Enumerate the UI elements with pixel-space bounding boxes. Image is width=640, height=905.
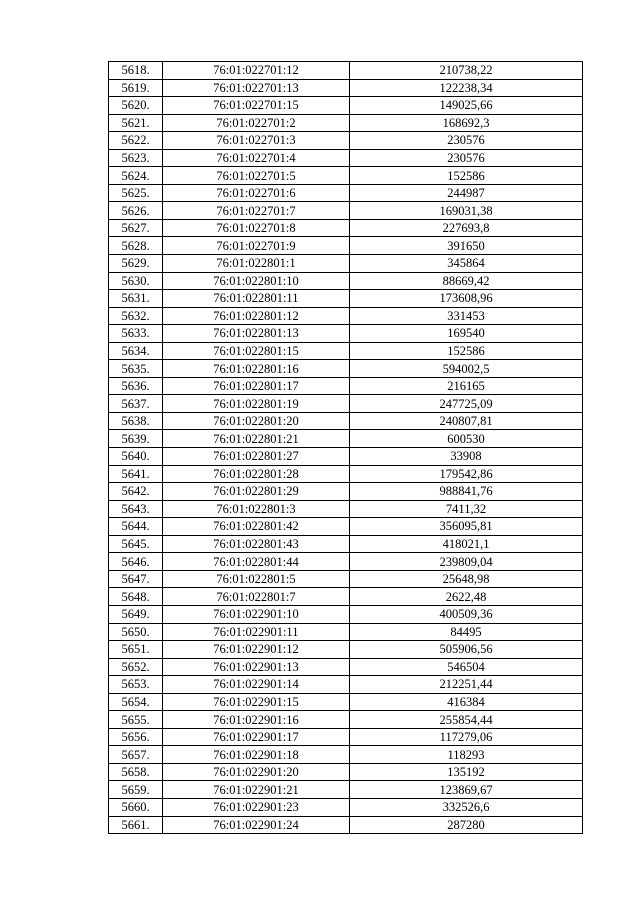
value-cell: 179542,86 (350, 465, 583, 483)
cadastral-number-cell: 76:01:022701:7 (163, 202, 350, 220)
row-number-cell: 5618. (109, 62, 163, 80)
cadastral-number-cell: 76:01:022701:13 (163, 79, 350, 97)
value-cell: 2622,48 (350, 588, 583, 606)
table-row (109, 149, 583, 167)
value-cell: 332526,6 (350, 798, 583, 816)
cadastral-number-cell: 76:01:022801:43 (163, 535, 350, 553)
row-number-cell: 5634. (109, 342, 163, 360)
cadastral-number-cell: 76:01:022801:13 (163, 325, 350, 343)
row-number-cell: 5632. (109, 307, 163, 325)
cadastral-number-cell: 76:01:022901:24 (163, 816, 350, 834)
cadastral-number-cell: 76:01:022801:12 (163, 307, 350, 325)
table-row (109, 237, 583, 255)
row-number-cell: 5641. (109, 465, 163, 483)
row-number-cell: 5660. (109, 798, 163, 816)
row-number-cell: 5625. (109, 184, 163, 202)
table-row (109, 395, 583, 413)
table-row (109, 711, 583, 729)
cadastral-number-cell: 76:01:022801:11 (163, 290, 350, 308)
table-row (109, 114, 583, 132)
row-number-cell: 5646. (109, 553, 163, 571)
value-cell: 152586 (350, 342, 583, 360)
value-cell: 400509,36 (350, 605, 583, 623)
table-row (109, 62, 583, 80)
row-number-cell: 5653. (109, 676, 163, 694)
value-cell: 169031,38 (350, 202, 583, 220)
row-number-cell: 5647. (109, 570, 163, 588)
row-number-cell: 5654. (109, 693, 163, 711)
row-number-cell: 5649. (109, 605, 163, 623)
cadastral-number-cell: 76:01:022801:1 (163, 255, 350, 273)
row-number-cell: 5661. (109, 816, 163, 834)
table-row (109, 219, 583, 237)
value-cell: 123869,67 (350, 781, 583, 799)
row-number-cell: 5627. (109, 219, 163, 237)
cadastral-number-cell: 76:01:022901:12 (163, 641, 350, 659)
row-number-cell: 5622. (109, 132, 163, 150)
cadastral-number-cell: 76:01:022701:3 (163, 132, 350, 150)
row-number-cell: 5624. (109, 167, 163, 185)
table-row (109, 641, 583, 659)
table-row (109, 693, 583, 711)
value-cell: 122238,34 (350, 79, 583, 97)
value-cell: 594002,5 (350, 360, 583, 378)
value-cell: 988841,76 (350, 483, 583, 501)
cadastral-number-cell: 76:01:022801:5 (163, 570, 350, 588)
cadastral-number-cell: 76:01:022901:18 (163, 746, 350, 764)
row-number-cell: 5639. (109, 430, 163, 448)
value-cell: 25648,98 (350, 570, 583, 588)
value-cell: 239809,04 (350, 553, 583, 571)
value-cell: 169540 (350, 325, 583, 343)
row-number-cell: 5656. (109, 728, 163, 746)
row-number-cell: 5652. (109, 658, 163, 676)
table-row (109, 202, 583, 220)
value-cell: 117279,06 (350, 728, 583, 746)
table-row (109, 728, 583, 746)
table-row (109, 290, 583, 308)
row-number-cell: 5630. (109, 272, 163, 290)
value-cell: 230576 (350, 132, 583, 150)
row-number-cell: 5640. (109, 448, 163, 466)
value-cell: 210738,22 (350, 62, 583, 80)
table-row (109, 623, 583, 641)
row-number-cell: 5642. (109, 483, 163, 501)
table-row (109, 798, 583, 816)
value-cell: 33908 (350, 448, 583, 466)
cadastral-number-cell: 76:01:022801:19 (163, 395, 350, 413)
cadastral-number-cell: 76:01:022701:4 (163, 149, 350, 167)
row-number-cell: 5637. (109, 395, 163, 413)
row-number-cell: 5659. (109, 781, 163, 799)
row-number-cell: 5623. (109, 149, 163, 167)
value-cell: 505906,56 (350, 641, 583, 659)
table-row (109, 553, 583, 571)
cadastral-number-cell: 76:01:022901:10 (163, 605, 350, 623)
cadastral-number-cell: 76:01:022801:42 (163, 518, 350, 536)
row-number-cell: 5619. (109, 79, 163, 97)
cadastral-number-cell: 76:01:022701:8 (163, 219, 350, 237)
cadastral-number-cell: 76:01:022901:21 (163, 781, 350, 799)
value-cell: 600530 (350, 430, 583, 448)
table-row (109, 307, 583, 325)
cadastral-number-cell: 76:01:022801:17 (163, 377, 350, 395)
cadastral-number-cell: 76:01:022901:11 (163, 623, 350, 641)
cadastral-number-cell: 76:01:022701:15 (163, 97, 350, 115)
cadastral-number-cell: 76:01:022901:13 (163, 658, 350, 676)
cadastral-number-cell: 76:01:022801:15 (163, 342, 350, 360)
row-number-cell: 5636. (109, 377, 163, 395)
row-number-cell: 5635. (109, 360, 163, 378)
row-number-cell: 5655. (109, 711, 163, 729)
row-number-cell: 5648. (109, 588, 163, 606)
cadastral-number-cell: 76:01:022801:29 (163, 483, 350, 501)
value-cell: 287280 (350, 816, 583, 834)
row-number-cell: 5657. (109, 746, 163, 764)
cadastral-value-table (108, 61, 583, 834)
row-number-cell: 5644. (109, 518, 163, 536)
cadastral-number-cell: 76:01:022901:16 (163, 711, 350, 729)
cadastral-number-cell: 76:01:022801:27 (163, 448, 350, 466)
table-row (109, 377, 583, 395)
row-number-cell: 5650. (109, 623, 163, 641)
table-row (109, 342, 583, 360)
table-row (109, 676, 583, 694)
table-row (109, 763, 583, 781)
table-row (109, 448, 583, 466)
value-cell: 88669,42 (350, 272, 583, 290)
cadastral-number-cell: 76:01:022901:23 (163, 798, 350, 816)
table-row (109, 325, 583, 343)
row-number-cell: 5620. (109, 97, 163, 115)
value-cell: 240807,81 (350, 412, 583, 430)
table-row (109, 500, 583, 518)
cadastral-number-cell: 76:01:022801:7 (163, 588, 350, 606)
row-number-cell: 5651. (109, 641, 163, 659)
table-row (109, 132, 583, 150)
table-row (109, 781, 583, 799)
cadastral-number-cell: 76:01:022901:20 (163, 763, 350, 781)
row-number-cell: 5626. (109, 202, 163, 220)
cadastral-number-cell: 76:01:022901:15 (163, 693, 350, 711)
table-row (109, 816, 583, 834)
value-cell: 84495 (350, 623, 583, 641)
table-row (109, 360, 583, 378)
cadastral-number-cell: 76:01:022801:21 (163, 430, 350, 448)
value-cell: 173608,96 (350, 290, 583, 308)
value-cell: 168692,3 (350, 114, 583, 132)
row-number-cell: 5631. (109, 290, 163, 308)
cadastral-number-cell: 76:01:022701:5 (163, 167, 350, 185)
value-cell: 149025,66 (350, 97, 583, 115)
table-row (109, 255, 583, 273)
value-cell: 118293 (350, 746, 583, 764)
table-row (109, 97, 583, 115)
row-number-cell: 5645. (109, 535, 163, 553)
row-number-cell: 5628. (109, 237, 163, 255)
cadastral-number-cell: 76:01:022701:9 (163, 237, 350, 255)
cadastral-number-cell: 76:01:022901:14 (163, 676, 350, 694)
cadastral-number-cell: 76:01:022801:28 (163, 465, 350, 483)
table-row (109, 465, 583, 483)
value-cell: 247725,09 (350, 395, 583, 413)
cadastral-number-cell: 76:01:022801:10 (163, 272, 350, 290)
value-cell: 212251,44 (350, 676, 583, 694)
table-row (109, 588, 583, 606)
row-number-cell: 5629. (109, 255, 163, 273)
cadastral-number-cell: 76:01:022701:12 (163, 62, 350, 80)
table-row (109, 483, 583, 501)
value-cell: 135192 (350, 763, 583, 781)
row-number-cell: 5638. (109, 412, 163, 430)
table-row (109, 412, 583, 430)
value-cell: 216165 (350, 377, 583, 395)
table-body (109, 62, 583, 834)
value-cell: 546504 (350, 658, 583, 676)
table-row (109, 605, 583, 623)
table-row (109, 272, 583, 290)
table-row (109, 167, 583, 185)
value-cell: 356095,81 (350, 518, 583, 536)
cadastral-number-cell: 76:01:022801:44 (163, 553, 350, 571)
value-cell: 418021,1 (350, 535, 583, 553)
cadastral-number-cell: 76:01:022701:2 (163, 114, 350, 132)
value-cell: 227693,8 (350, 219, 583, 237)
table-row (109, 518, 583, 536)
value-cell: 230576 (350, 149, 583, 167)
value-cell: 255854,44 (350, 711, 583, 729)
table-row (109, 535, 583, 553)
row-number-cell: 5643. (109, 500, 163, 518)
cadastral-number-cell: 76:01:022801:3 (163, 500, 350, 518)
row-number-cell: 5621. (109, 114, 163, 132)
cadastral-number-cell: 76:01:022801:20 (163, 412, 350, 430)
table-row (109, 570, 583, 588)
table-row (109, 184, 583, 202)
value-cell: 391650 (350, 237, 583, 255)
table-row (109, 746, 583, 764)
value-cell: 345864 (350, 255, 583, 273)
cadastral-number-cell: 76:01:022801:16 (163, 360, 350, 378)
table-row (109, 430, 583, 448)
cadastral-number-cell: 76:01:022901:17 (163, 728, 350, 746)
value-cell: 331453 (350, 307, 583, 325)
value-cell: 416384 (350, 693, 583, 711)
table-row (109, 79, 583, 97)
value-cell: 152586 (350, 167, 583, 185)
value-cell: 244987 (350, 184, 583, 202)
value-cell: 7411,32 (350, 500, 583, 518)
table-row (109, 658, 583, 676)
cadastral-number-cell: 76:01:022701:6 (163, 184, 350, 202)
row-number-cell: 5658. (109, 763, 163, 781)
row-number-cell: 5633. (109, 325, 163, 343)
